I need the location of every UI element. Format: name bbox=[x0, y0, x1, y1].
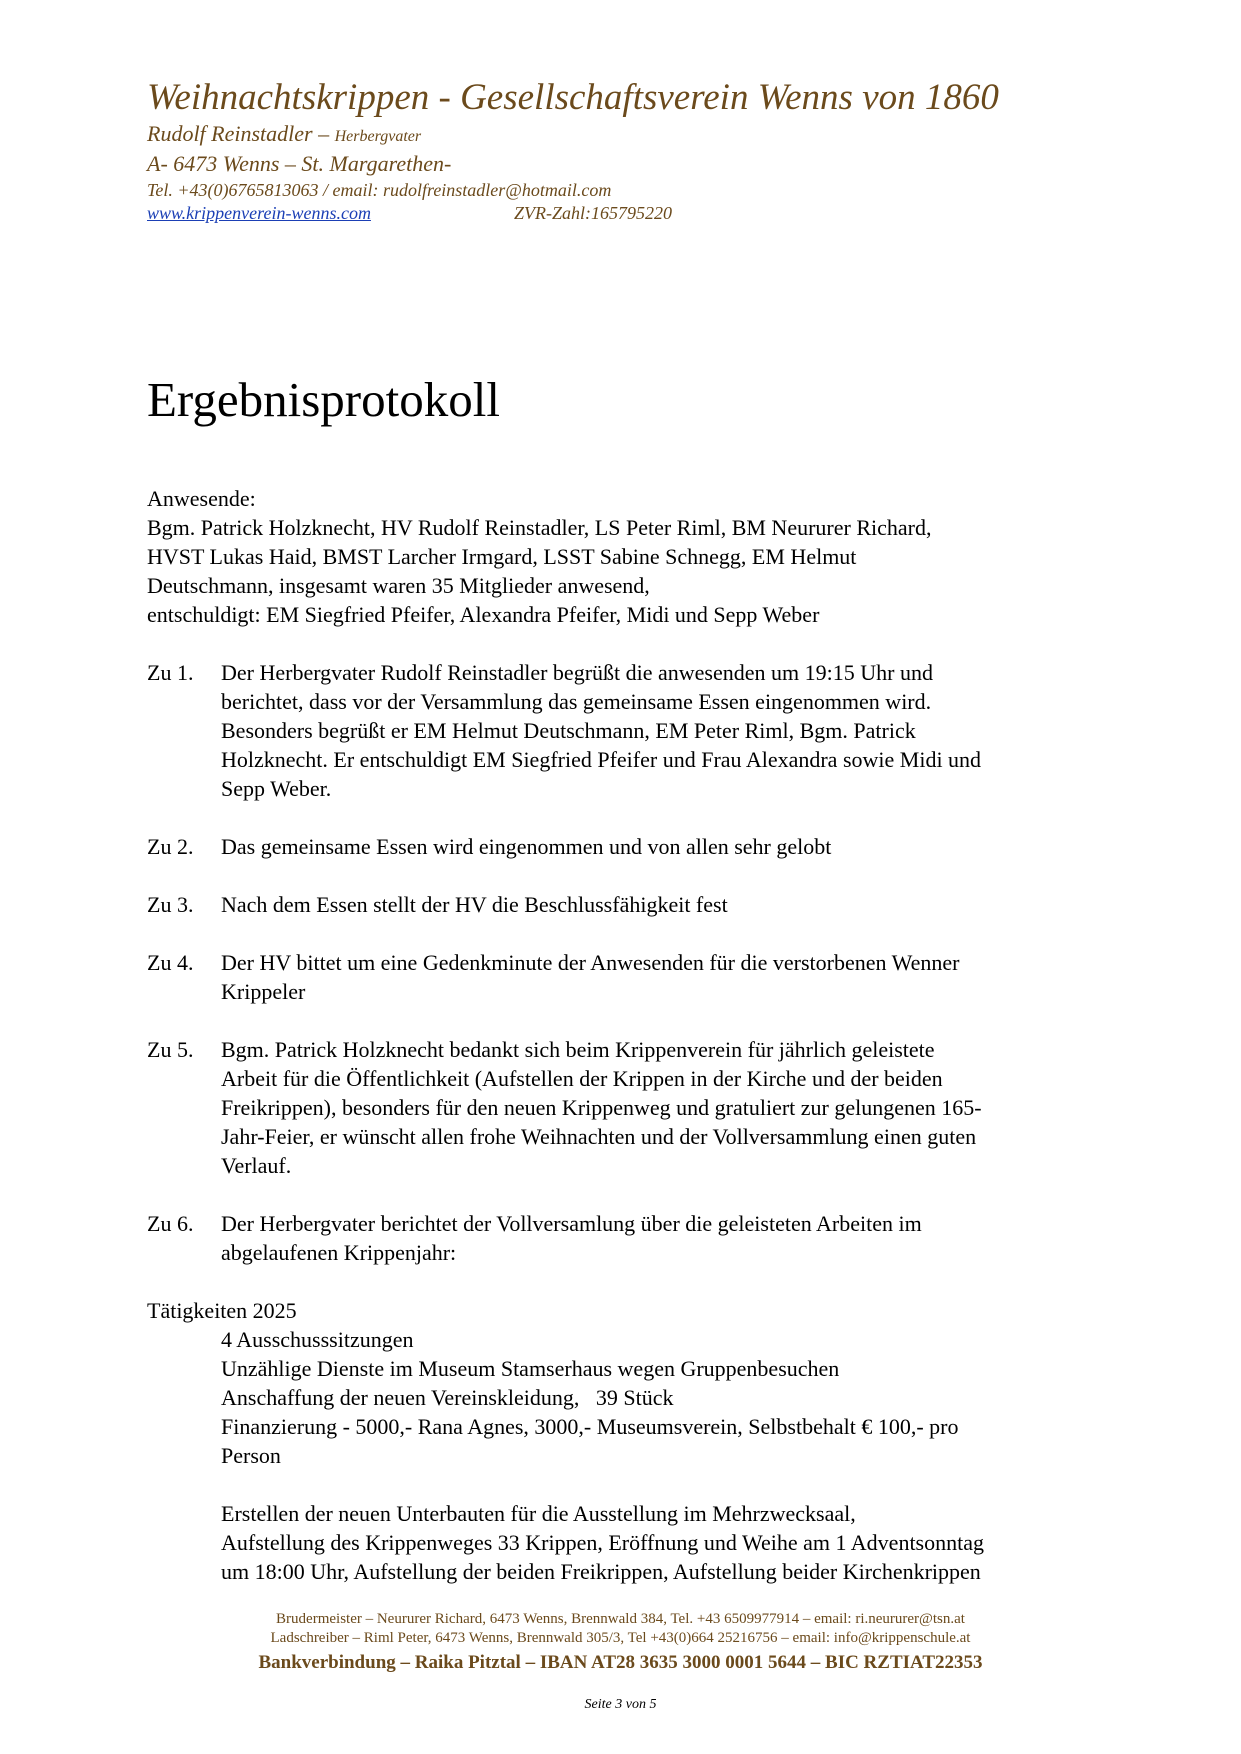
attendees-section bbox=[147, 484, 1107, 629]
attendees-line: Bgm. Patrick Holzknecht, HV Rudolf Reinstadler, LS Peter Riml, BM Neururer Richard, bbox=[147, 515, 932, 540]
attendees-heading: Anwesende: bbox=[147, 486, 256, 511]
page-number: Seite 3 von 5 bbox=[584, 1697, 657, 1712]
zvr-number: ZVR-Zahl:165795220 bbox=[514, 203, 673, 223]
letterhead bbox=[147, 76, 999, 224]
letterhead-role: Herbergvater bbox=[334, 128, 422, 145]
footer-ladschreiber: Ladschreiber – Riml Peter, 6473 Wenns, Brennwald 305/3, Tel +43(0)664 25216756 – email: info@krippenschule.at bbox=[270, 1630, 971, 1646]
agenda-line: Freikrippen), besonders für den neuen Krippenweg und gratuliert zur gelungenen 165- bbox=[221, 1095, 982, 1120]
document-body bbox=[147, 484, 1107, 1586]
agenda-line: Holzknecht. Er entschuldigt EM Siegfried Pfeifer und Frau Alexandra sowie Midi und bbox=[221, 747, 982, 772]
agenda-line: Der Herbergvater berichtet der Vollversamlung über die geleisteten Arbeiten im bbox=[221, 1211, 922, 1236]
agenda-line: Bgm. Patrick Holzknecht bedankt sich beim Krippenverein für jährlich geleistete bbox=[221, 1037, 935, 1062]
letterhead-address: A- 6473 Wenns – St. Margarethen- bbox=[147, 151, 452, 176]
activities-section bbox=[147, 1296, 1107, 1586]
footer-bank: Bankverbindung – Raika Pitztal – IBAN AT28 3635 3000 0001 5644 – BIC RZTIAT22353 bbox=[258, 1652, 983, 1673]
activities-heading: Tätigkeiten 2025 bbox=[147, 1298, 297, 1323]
attendees-line: Deutschmann, insgesamt waren 35 Mitglieder anwesend, bbox=[147, 573, 650, 598]
activity-line: Finanzierung - 5000,- Rana Agnes, 3000,- Museumsverein, Selbstbehalt € 100,- pro bbox=[221, 1414, 959, 1439]
agenda-number: Zu 4. bbox=[147, 950, 194, 975]
agenda-line: Der Herbergvater Rudolf Reinstadler begrüßt die anwesenden um 19:15 Uhr und bbox=[221, 660, 933, 685]
agenda-number: Zu 3. bbox=[147, 892, 194, 917]
agenda-line: Nach dem Essen stellt der HV die Beschlussfähigkeit fest bbox=[221, 892, 728, 917]
activity-line: Person bbox=[221, 1443, 281, 1468]
agenda-number: Zu 5. bbox=[147, 1037, 194, 1062]
agenda-line: Besonders begrüßt er EM Helmut Deutschmann, EM Peter Riml, Bgm. Patrick bbox=[221, 718, 916, 743]
agenda-item-2 bbox=[147, 832, 1107, 861]
agenda-item-5 bbox=[147, 1035, 1107, 1180]
agenda-number: Zu 1. bbox=[147, 660, 194, 685]
agenda-line: berichtet, dass vor der Versammlung das gemeinsame Essen eingenommen wird. bbox=[221, 689, 932, 714]
activity-line: Aufstellung des Krippenweges 33 Krippen, Eröffnung und Weihe am 1 Adventsonntag bbox=[221, 1530, 984, 1555]
agenda-line: Arbeit für die Öffentlichkeit (Aufstellen der Krippen in der Kirche und der beiden bbox=[221, 1066, 943, 1091]
attendees-line: HVST Lukas Haid, BMST Larcher Irmgard, LSST Sabine Schnegg, EM Helmut bbox=[147, 544, 857, 569]
agenda-line: Das gemeinsame Essen wird eingenommen und von allen sehr gelobt bbox=[221, 834, 832, 859]
letterhead-contact: Tel. +43(0)6765813063 / email: rudolfreinstadler@hotmail.com bbox=[147, 180, 612, 200]
activities-list bbox=[147, 1325, 1107, 1586]
document-title: Ergebnisprotokoll bbox=[147, 372, 500, 427]
agenda-line: Verlauf. bbox=[221, 1153, 292, 1178]
footer-brudermeister: Brudermeister – Neururer Richard, 6473 Wenns, Brennwald 384, Tel. +43 6509977914 – email: ri.neururer@tsn.at bbox=[276, 1611, 965, 1627]
agenda-line: Sepp Weber. bbox=[221, 776, 332, 801]
agenda-item-4 bbox=[147, 948, 1107, 1006]
attendees-line: entschuldigt: EM Siegfried Pfeifer, Alexandra Pfeifer, Midi und Sepp Weber bbox=[147, 602, 820, 627]
activity-line: Anschaffung der neuen Vereinskleidung, 39 Stück bbox=[221, 1385, 674, 1410]
activity-line: um 18:00 Uhr, Aufstellung der beiden Freikrippen, Aufstellung beider Kirchenkrippen bbox=[221, 1559, 981, 1584]
agenda-line: Jahr-Feier, er wünscht allen frohe Weihnachten und der Vollversammlung einen guten bbox=[221, 1124, 977, 1149]
agenda-number: Zu 2. bbox=[147, 834, 194, 859]
website-link[interactable]: www.krippenverein-wenns.com bbox=[147, 203, 371, 223]
activity-line: Erstellen der neuen Unterbauten für die Ausstellung im Mehrzwecksaal, bbox=[221, 1501, 856, 1526]
activity-line: 4 Ausschusssitzungen bbox=[221, 1327, 414, 1352]
letterhead-web-line bbox=[147, 202, 999, 224]
letterhead-name-line bbox=[147, 121, 999, 150]
agenda-line: Krippeler bbox=[221, 979, 306, 1004]
letterhead-name: Rudolf Reinstadler – bbox=[147, 121, 330, 146]
agenda-item-1 bbox=[147, 658, 1107, 803]
letterhead-title: Weihnachtskrippen - Gesellschaftsverein Wenns von 1860 bbox=[147, 77, 999, 118]
agenda-number: Zu 6. bbox=[147, 1211, 194, 1236]
agenda-item-3 bbox=[147, 890, 1107, 919]
agenda-line: Der HV bittet um eine Gedenkminute der Anwesenden für die verstorbenen Wenner bbox=[221, 950, 960, 975]
agenda-line: abgelaufenen Krippenjahr: bbox=[221, 1240, 457, 1265]
footer-contacts bbox=[0, 1610, 1241, 1648]
agenda-item-6 bbox=[147, 1209, 1107, 1267]
activity-line: Unzählige Dienste im Museum Stamserhaus wegen Gruppenbesuchen bbox=[221, 1356, 840, 1381]
